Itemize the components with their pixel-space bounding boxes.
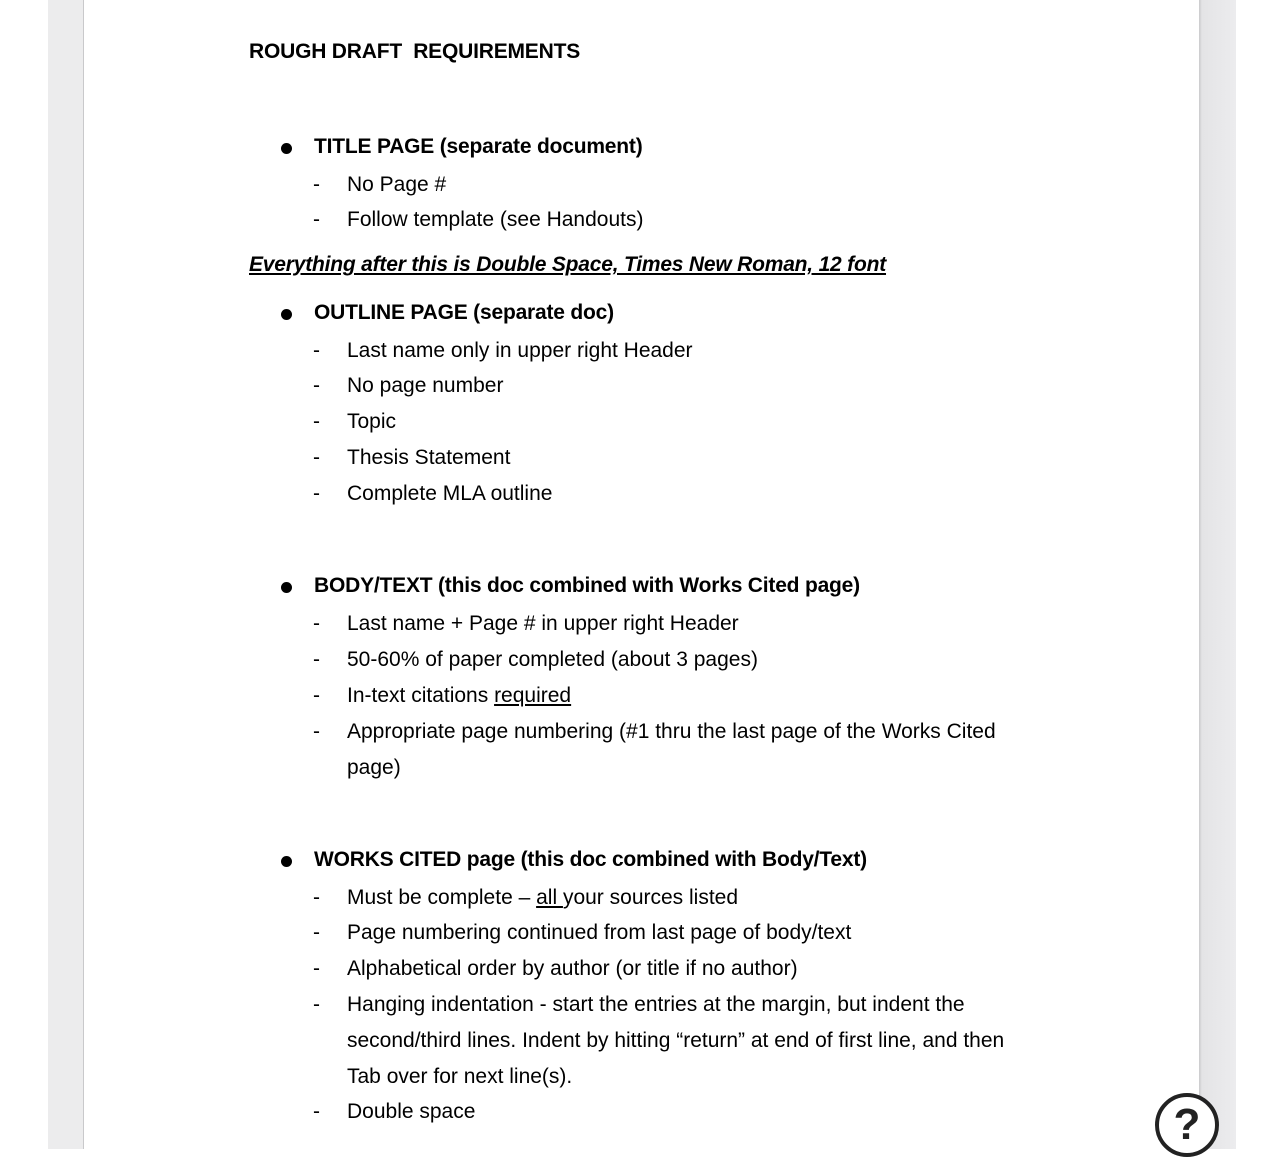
dash-marker: - [313,374,320,397]
list-item-text: Appropriate page numbering (#1 thru the last page of the Works Cited page) [347,720,996,779]
list-item [313,476,1033,512]
list-item [313,606,1033,642]
list-item-text: Hanging indentation - start the entries at the margin, but indent the second/third lines. Indent by hitting “return” at end of first line, and then Tab over for next line(s). [347,993,1005,1088]
list-item [313,915,1033,951]
formatting-note: Everything after this is Double Space, Times New Roman, 12 font [249,253,887,276]
dash-marker: - [313,1100,320,1123]
list-item-text: Page numbering continued from last page of body/text [347,921,852,944]
dash-marker: - [313,720,320,743]
bullet-icon [281,582,292,593]
list-item-text: Last name only in upper right Header [347,339,693,362]
list-item-text: 50-60% of paper completed (about 3 pages) [347,648,758,671]
list-item-text: No page number [347,374,504,397]
list-item [313,167,1033,203]
list-item-text: Thesis Statement [347,446,511,469]
left-background [0,0,48,1149]
dash-marker: - [313,921,320,944]
dash-marker: - [313,886,320,909]
list-item-text-part: your sources listed [562,886,739,909]
list-item-text [347,880,1033,916]
list-item-text: Double space [347,1100,476,1123]
list-item [313,678,1033,714]
list-item [313,951,1033,987]
section-heading-text: BODY/TEXT (this doc combined with Works Cited page) [314,574,860,597]
list-item [313,1094,1033,1130]
list-item-text: Alphabetical order by author (or title if no author) [347,957,798,980]
dash-marker: - [313,446,320,469]
list-item [313,368,1033,404]
dash-marker: - [313,993,320,1016]
list-item-text: Complete MLA outline [347,482,553,505]
list-item-text-part: Must be complete – [347,886,537,909]
list-item-text: Follow template (see Handouts) [347,208,644,231]
bullet-icon [281,856,292,867]
list-item-text [347,678,1033,714]
list-item [313,880,1033,916]
dash-marker: - [313,612,320,635]
document-title: ROUGH DRAFT REQUIREMENTS [249,40,581,63]
section-heading-text: OUTLINE PAGE (separate doc) [314,301,614,324]
question-mark-icon: ? [1173,1100,1201,1149]
list-item [313,404,1033,440]
dash-marker: - [313,482,320,505]
list-item [313,987,1033,1095]
dash-marker: - [313,684,320,707]
help-button[interactable] [1155,1093,1219,1157]
dash-marker: - [313,648,320,671]
dash-marker: - [313,173,320,196]
list-item [313,642,1033,678]
list-item [313,440,1033,476]
list-item [313,202,1033,238]
bullet-icon [281,309,292,320]
dash-marker: - [313,339,320,362]
section-heading-text: WORKS CITED page (this doc combined with Body/Text) [314,848,867,871]
right-background [1236,0,1284,1149]
dash-marker: - [313,957,320,980]
list-item-text-part: In-text citations [347,684,495,707]
dash-marker: - [313,410,320,433]
underlined-word: all [536,886,563,909]
left-gutter [48,0,84,1149]
section-heading-text: TITLE PAGE (separate document) [314,135,643,158]
document-page [85,0,1199,1149]
underlined-word: required [494,684,572,707]
bullet-icon [281,143,292,154]
list-item-text: No Page # [347,173,447,196]
list-item-text: Topic [347,410,397,433]
dash-marker: - [313,208,320,231]
list-item [313,714,1033,786]
list-item-text: Last name + Page # in upper right Header [347,612,739,635]
list-item [313,333,1033,369]
right-gutter-scrollbar[interactable] [1199,0,1236,1149]
